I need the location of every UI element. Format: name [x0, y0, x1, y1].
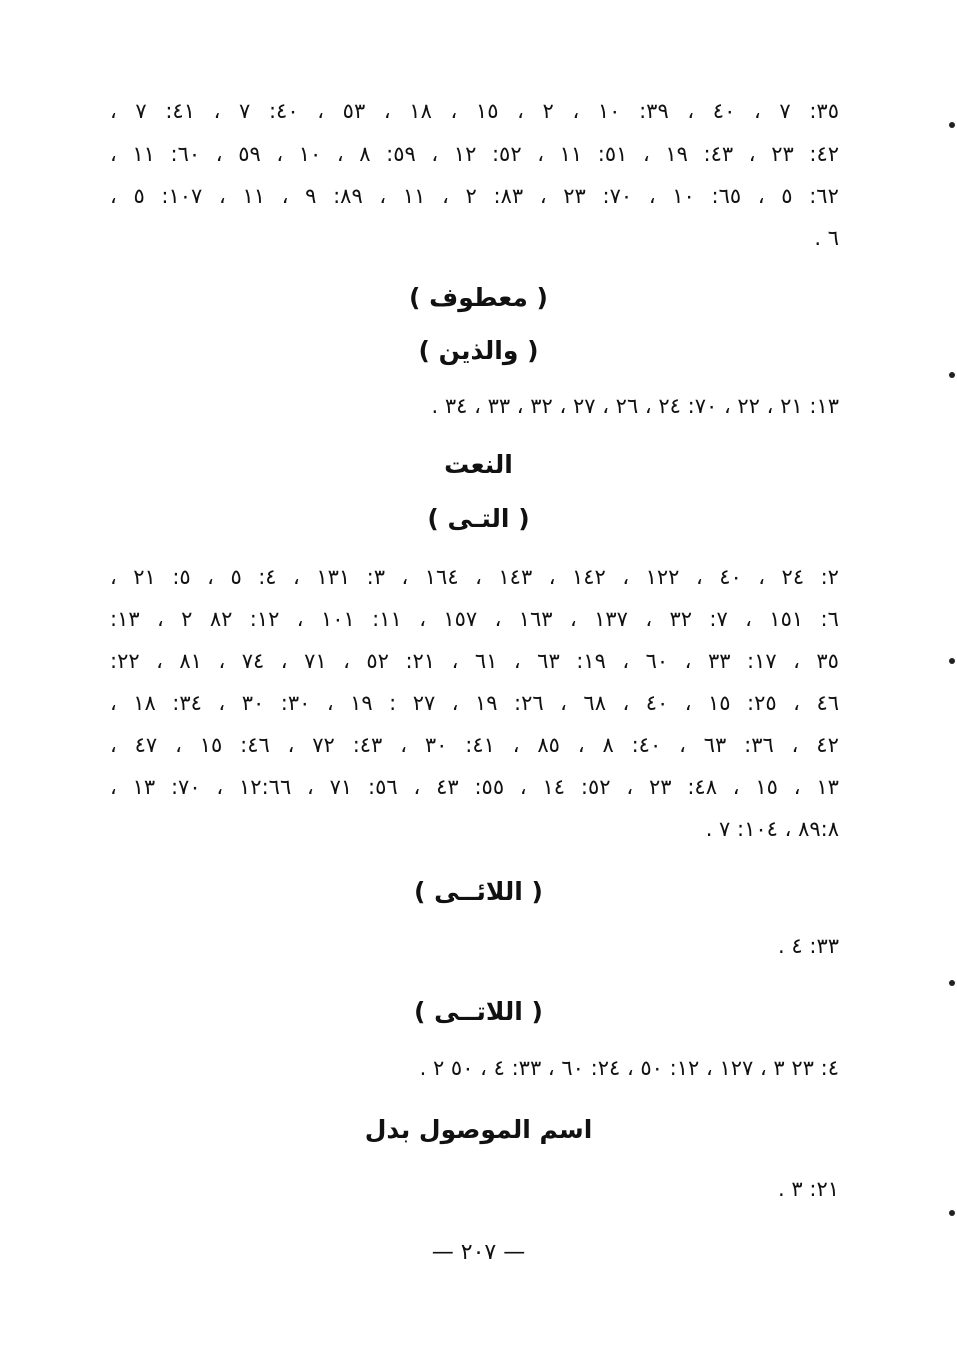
section-heading: اسم الموصول بدل: [364, 1115, 593, 1144]
section-heading: ( اللاتــى ): [414, 997, 543, 1026]
reference-line: ٤٢: ٢٣ ، ٤٣: ١٩ ، ٥١: ١١ ، ٥٢: ١٢ ، ٥٩: ٨ ، ١٠ ، ٥٩ ، ٦٠: ١١ ،: [110, 142, 839, 166]
page-number: — ٢٠٧ —: [431, 1240, 526, 1265]
reference-line: ٤٢ ، ٣٦: ٦٣ ، ٤٠: ٨ ، ٨٥ ، ٤١: ٣٠ ، ٤٣: ٧٢ ، ٤٦: ١٥ ، ٤٧ ،: [110, 733, 839, 757]
reference-line: ٣٣: ٤ .: [778, 934, 839, 958]
reference-line: ٦ .: [814, 226, 839, 250]
section-heading: ( اللائــى ): [414, 877, 543, 906]
section-heading: ( التـى ): [427, 504, 530, 533]
reference-line: ٤: ٢٣ ٣ ، ١٢٧ ، ١٢: ٥٠ ، ٢٤: ٦٠ ، ٣٣: ٤ ، ٥٠ ٢ .: [419, 1056, 839, 1080]
section-heading: ( والذين ): [418, 336, 539, 365]
reference-line: ٨٩:٨ ، ١٠٤: ٧ .: [705, 817, 839, 841]
scan-mark: [949, 122, 955, 128]
reference-line: ٦: ١٥١ ، ٧: ٣٢ ، ١٣٧ ، ١٦٣ ، ١٥٧ ، ١١: ١٠١ ، ١٢: ٨٢ ٢ ، ١٣:: [110, 607, 839, 631]
reference-line: ٣٥ ، ١٧: ٣٣ ، ٦٠ ، ١٩: ٦٣ ، ٦١ ، ٢١: ٥٢ ، ٧١ ، ٧٤ ، ٨١ ، ٢٢:: [110, 649, 839, 673]
scan-mark: [949, 1210, 955, 1216]
reference-line: ١٣ ، ١٥ ، ٤٨: ٢٣ ، ٥٢: ١٤ ، ٥٥: ٤٣ ، ٥٦: ٧١ ، ١٢:٦٦ ، ٧٠: ١٣ ،: [110, 775, 839, 799]
section-heading: ( معطوف ): [409, 283, 548, 312]
reference-line: ١٣: ٢١ ، ٢٢ ، ٧٠: ٢٤ ، ٢٦ ، ٢٧ ، ٣٢ ، ٣٣ ، ٣٤ .: [431, 394, 839, 418]
scan-mark: [949, 372, 955, 378]
reference-line: ٣٥: ٧ ، ٤٠ ، ٣٩: ١٠ ، ٢ ، ١٥ ، ١٨ ، ٥٣ ، ٤٠: ٧ ، ٤١: ٧ ،: [110, 99, 839, 123]
scan-mark: [949, 658, 955, 664]
reference-line: ٢: ٢٤ ، ٤٠ ، ١٢٢ ، ١٤٢ ، ١٤٣ ، ١٦٤ ، ٣: ١٣١ ، ٤: ٥ ، ٥: ٢١ ،: [110, 565, 839, 589]
section-heading: النعت: [444, 450, 513, 479]
reference-line: ٤٦ ، ٢٥: ١٥ ، ٤٠ ، ٦٨ ، ٢٦: ١٩ ، ٢٧ : ١٩ ، ٣٠: ٣٠ ، ٣٤: ١٨ ،: [110, 691, 839, 715]
reference-line: ٢١: ٣ .: [778, 1177, 839, 1201]
scan-mark: [949, 980, 955, 986]
reference-line: ٦٢: ٥ ، ٦٥: ١٠ ، ٧٠: ٢٣ ، ٨٣: ٢ ، ١١ ، ٨٩: ٩ ، ١١ ، ١٠٧: ٥ ،: [110, 184, 839, 208]
